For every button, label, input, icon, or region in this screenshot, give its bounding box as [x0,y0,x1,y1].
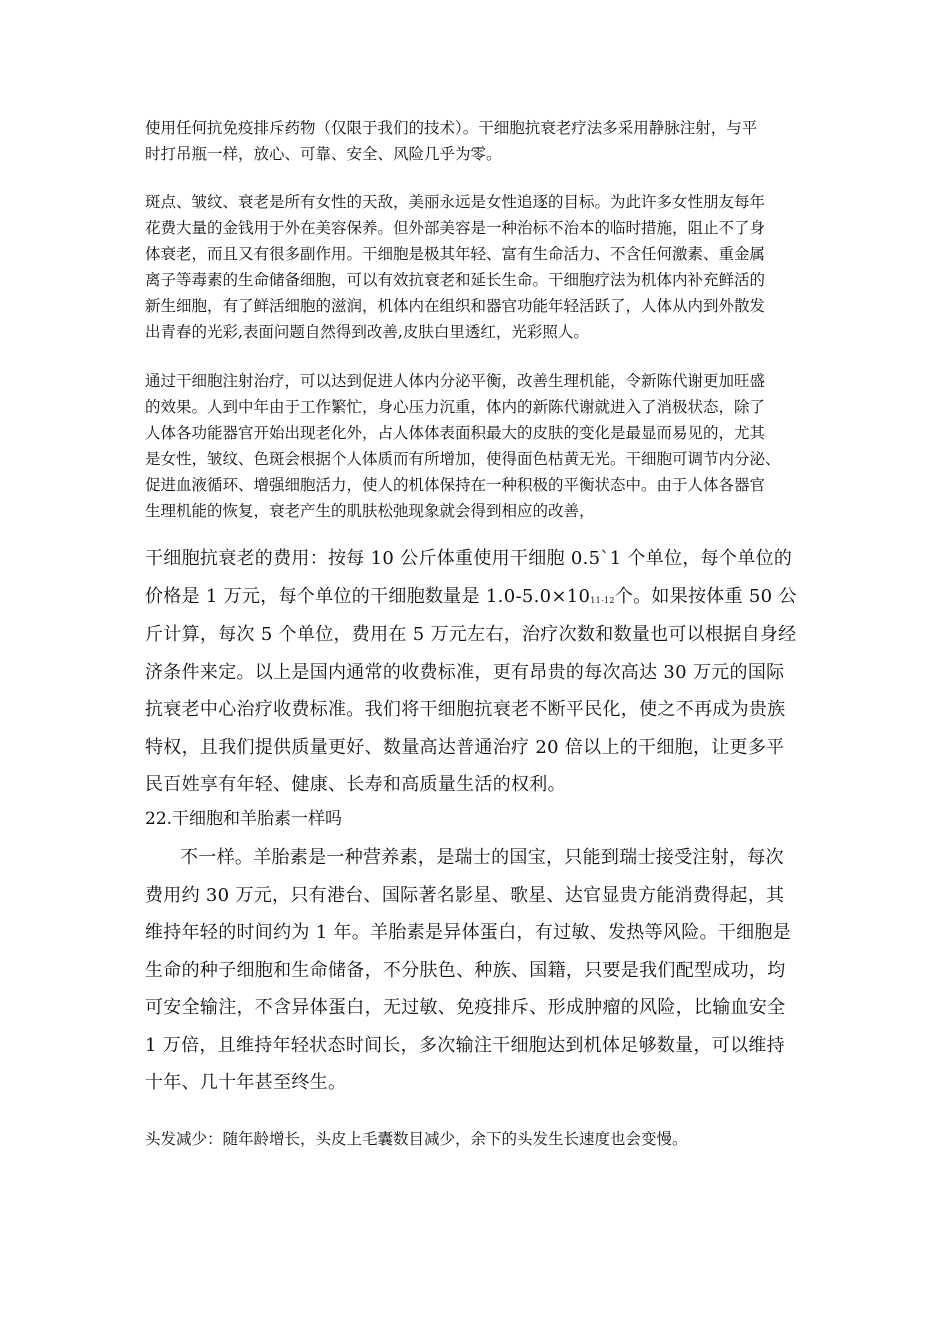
paragraph-line: 干细胞抗衰老的费用：按每 10 公斤体重使用干细胞 0.5`1 个单位，每个单位的 [145,548,793,569]
paragraph-line: 花费大量的金钱用于外在美容保养。但外部美容是一种治标不治本的临时措施，阻止不了身 [145,219,766,237]
paragraph-line: 斑点、皱纹、衰老是所有女性的天敌，美丽永远是女性追逐的目标。为此许多女性朋友每年 [145,193,766,211]
paragraph-line: 斤计算，每次 5 个单位，费用在 5 万元左右，治疗次数和数量也可以根据自身经 [145,624,797,645]
paragraph-line: 可安全输注，不含异体蛋白，无过敏、免疫排斥、形成肿瘤的风险，比输血安全 [145,997,786,1018]
paragraph-line: 是女性，皱纹、色斑会根据个人体质而有所增加，使得面色枯黄无光。干细胞可调节内分泌、 [145,450,781,468]
paragraph-line: 的效果。人到中年由于工作繁忙，身心压力沉重，体内的新陈代谢就进入了消极状态，除了 [145,398,766,416]
section-heading: 22.干细胞和羊胎素一样吗 [145,809,343,829]
paragraph-line: 体衰老，而且又有很多副作用。干细胞是极其年轻、富有生命活力、不含任何激素、重金属 [145,245,766,263]
paragraph-line: 人体各功能器官开始出现老化外，占人体体表面积最大的皮肤的变化是最显而易见的，尤其 [145,424,766,442]
paragraph-line: 通过干细胞注射治疗，可以达到促进人体内分泌平衡，改善生理机能，令新陈代谢更加旺盛 [145,372,766,390]
paragraph-line: 抗衰老中心治疗收费标准。我们将干细胞抗衰老不断平民化，使之不再成为贵族 [145,699,786,720]
paragraph-line: 促进血液循环、增强细胞活力，使人的机体保持在一种积极的平衡状态中。由于人体各器官 [145,476,766,494]
paragraph-line: 费用约 30 万元，只有港台、国际著名影星、歌星、达官显贵方能消费得起，其 [145,885,785,906]
paragraph-line: 使用任何抗免疫排斥药物（仅限于我们的技术）。干细胞抗衰老疗法多采用静脉注射，与平 [145,119,758,137]
paragraph-line: 离子等毒素的生命储备细胞，可以有效抗衰老和延长生命。干细胞疗法为机体内补充鲜活的 [145,271,766,289]
paragraph-line-with-subscript [145,584,810,614]
paragraph-line: 维持年轻的时间约为 1 年。羊胎素是异体蛋白，有过敏、发热等风险。干细胞是 [145,922,791,943]
paragraph-line: 十年、几十年甚至终生。 [145,1072,347,1093]
paragraph-line: 出青春的光彩,表面问题自然得到改善,皮肤白里透红，光彩照人。 [145,323,589,341]
paragraph-line: 生理机能的恢复，衰老产生的肌肤松弛现象就会得到相应的改善， [145,502,595,520]
paragraph-line: 时打吊瓶一样，放心、可靠、安全、风险几乎为零。 [145,145,502,163]
paragraph-line: 民百姓享有年轻、健康、长寿和高质量生活的权利。 [145,774,566,795]
paragraph-line: 不一样。羊胎素是一种营养素，是瑞士的国宝，只能到瑞士接受注射，每次 [180,847,784,868]
subscript: 11-12 [590,596,615,605]
paragraph-line: 生命的种子细胞和生命储备，不分肤色、种族、国籍，只要是我们配型成功，均 [145,960,786,981]
text-run: 价格是 1 万元，每个单位的干细胞数量是 1.0-5.0×10 [145,586,591,607]
paragraph-line: 新生细胞，有了鲜活细胞的滋润，机体内在组织和器官功能年轻活跃了，人体从内到外散发 [145,297,766,315]
paragraph-line: 头发减少：随年龄增长，头皮上毛囊数目减少，余下的头发生长速度也会变慢。 [145,1130,688,1148]
paragraph-line: 济条件来定。以上是国内通常的收费标准，更有昂贵的每次高达 30 万元的国际 [145,662,785,683]
paragraph-line: 特权，且我们提供质量更好、数量高达普通治疗 20 倍以上的干细胞，让更多平 [145,737,785,758]
paragraph-line: 1 万倍，且维持年轻状态时间长，多次输注干细胞达到机体足够数量，可以维持 [145,1035,785,1056]
text-run: 个。如果按体重 50 公 [614,586,797,607]
